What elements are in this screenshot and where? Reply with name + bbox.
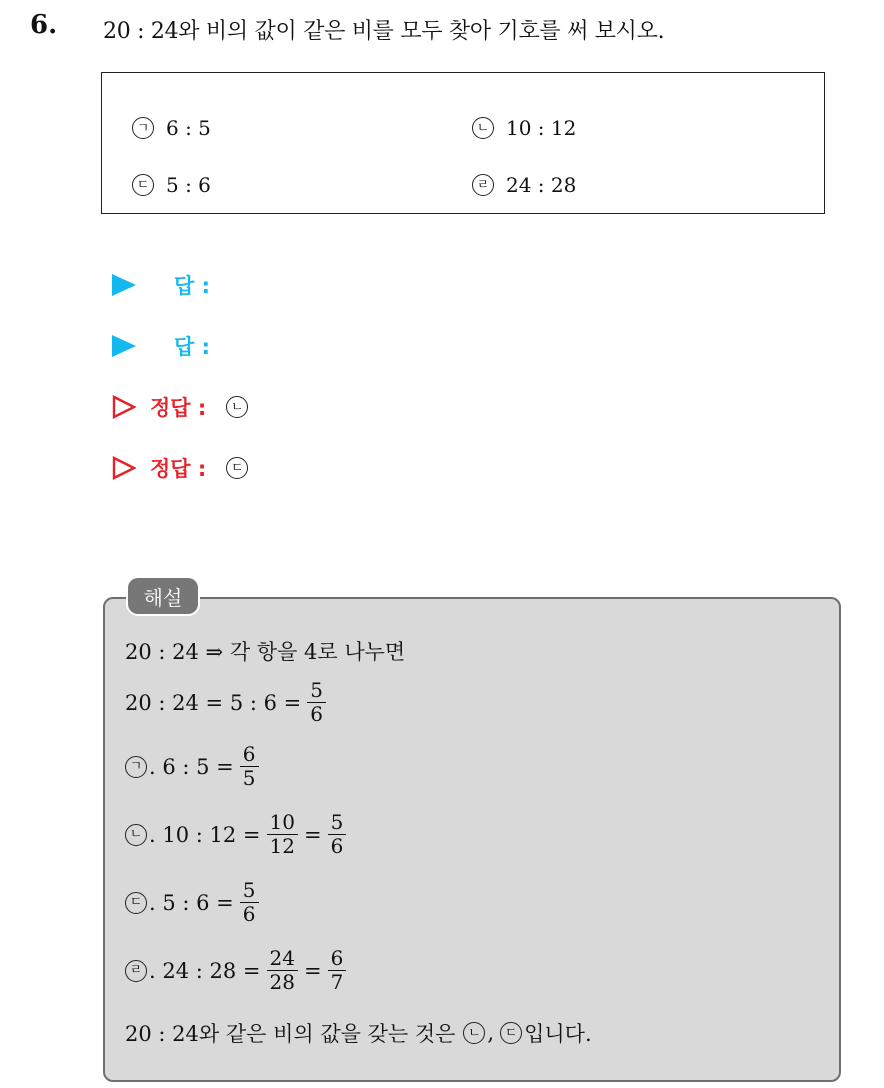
play-arrow-icon: [112, 335, 136, 357]
choice-2: [472, 116, 576, 140]
choice-value: 5 : 6: [166, 173, 211, 197]
answer-label: 답 :: [174, 274, 210, 298]
choice-3: [132, 173, 211, 197]
fraction: [328, 812, 347, 857]
conclusion-text: 20 : 24와 같은 비의 값을 갖는 것은: [125, 1022, 456, 1046]
answer-row-1: [112, 270, 210, 300]
choice-marker-icon: ㄴ: [463, 1022, 485, 1044]
correct-label: 정답 :: [150, 457, 207, 481]
denominator: 28: [269, 970, 295, 994]
denominator: 6: [242, 902, 256, 926]
fraction: [307, 680, 326, 725]
correct-answer-marker-icon: ㄴ: [226, 396, 248, 418]
explanation-line-1: [125, 636, 405, 666]
choice-value: 6 : 5: [166, 116, 211, 140]
choice-marker-icon: ㄴ: [125, 824, 147, 846]
choice-marker-icon: ㄴ: [472, 117, 494, 139]
explanation-conclusion: [125, 1018, 592, 1048]
choice-marker-icon: ㄷ: [500, 1022, 522, 1044]
explanation-line-5: [125, 880, 265, 925]
numerator: 5: [328, 812, 347, 835]
correct-label: 정답 :: [150, 396, 207, 420]
explanation-line-4: [125, 812, 352, 857]
correct-row-1: [112, 392, 248, 422]
denominator: 5: [242, 766, 256, 790]
equation-lhs: 20 : 24 = 5 : 6 =: [125, 690, 302, 715]
numerator: 24: [267, 948, 298, 971]
equation-lhs: . 5 : 6 =: [149, 890, 234, 915]
choice-marker-icon: ㄹ: [125, 960, 147, 982]
denominator: 6: [330, 834, 344, 858]
numerator: 5: [240, 880, 259, 903]
choice-marker-icon: ㄷ: [125, 892, 147, 914]
choice-value: 10 : 12: [506, 116, 577, 140]
explanation-line-2: [125, 680, 332, 725]
fraction: [240, 880, 259, 925]
correct-row-2: [112, 453, 248, 483]
choice-marker-icon: ㄱ: [132, 117, 154, 139]
denominator: 12: [269, 834, 295, 858]
equation-lhs: . 6 : 5 =: [149, 754, 234, 779]
fraction: [267, 948, 298, 993]
numerator: 6: [240, 744, 259, 767]
fraction: [267, 812, 298, 857]
choices-box: [101, 72, 825, 214]
numerator: 6: [328, 948, 347, 971]
choice-marker-icon: ㄷ: [132, 174, 154, 196]
denominator: 7: [330, 970, 344, 994]
question-number: 6.: [30, 10, 58, 40]
answer-label: 답 :: [174, 335, 210, 359]
denominator: 6: [310, 702, 323, 726]
choice-4: [472, 173, 576, 197]
outline-arrow-icon: [112, 456, 136, 480]
equals-sign: =: [303, 958, 322, 983]
choice-marker-icon: ㄱ: [125, 756, 147, 778]
numerator: 10: [267, 812, 298, 835]
choice-marker-icon: ㄹ: [472, 174, 494, 196]
question-text: 20 : 24와 비의 값이 같은 비를 모두 찾아 기호를 써 보시오.: [103, 19, 665, 44]
choice-value: 24 : 28: [506, 173, 577, 197]
conclusion-suffix: 입니다.: [524, 1022, 592, 1046]
equation-lhs: . 24 : 28 =: [149, 958, 261, 983]
explanation-tag: 해설: [128, 578, 198, 614]
fraction: [240, 744, 259, 789]
numerator: 5: [307, 680, 326, 703]
explanation-line-6: [125, 948, 352, 993]
outline-arrow-icon: [112, 395, 136, 419]
comma: ,: [487, 1021, 495, 1045]
fraction: [328, 948, 347, 993]
answer-row-2: [112, 331, 210, 361]
choice-1: [132, 116, 211, 140]
equation-lhs: . 10 : 12 =: [149, 822, 261, 847]
explanation-line-3: [125, 744, 265, 789]
correct-answer-marker-icon: ㄷ: [226, 457, 248, 479]
equals-sign: =: [303, 822, 322, 847]
explanation-text: 20 : 24 ⇒ 각 항을 4로 나누면: [125, 640, 406, 664]
play-arrow-icon: [112, 274, 136, 296]
